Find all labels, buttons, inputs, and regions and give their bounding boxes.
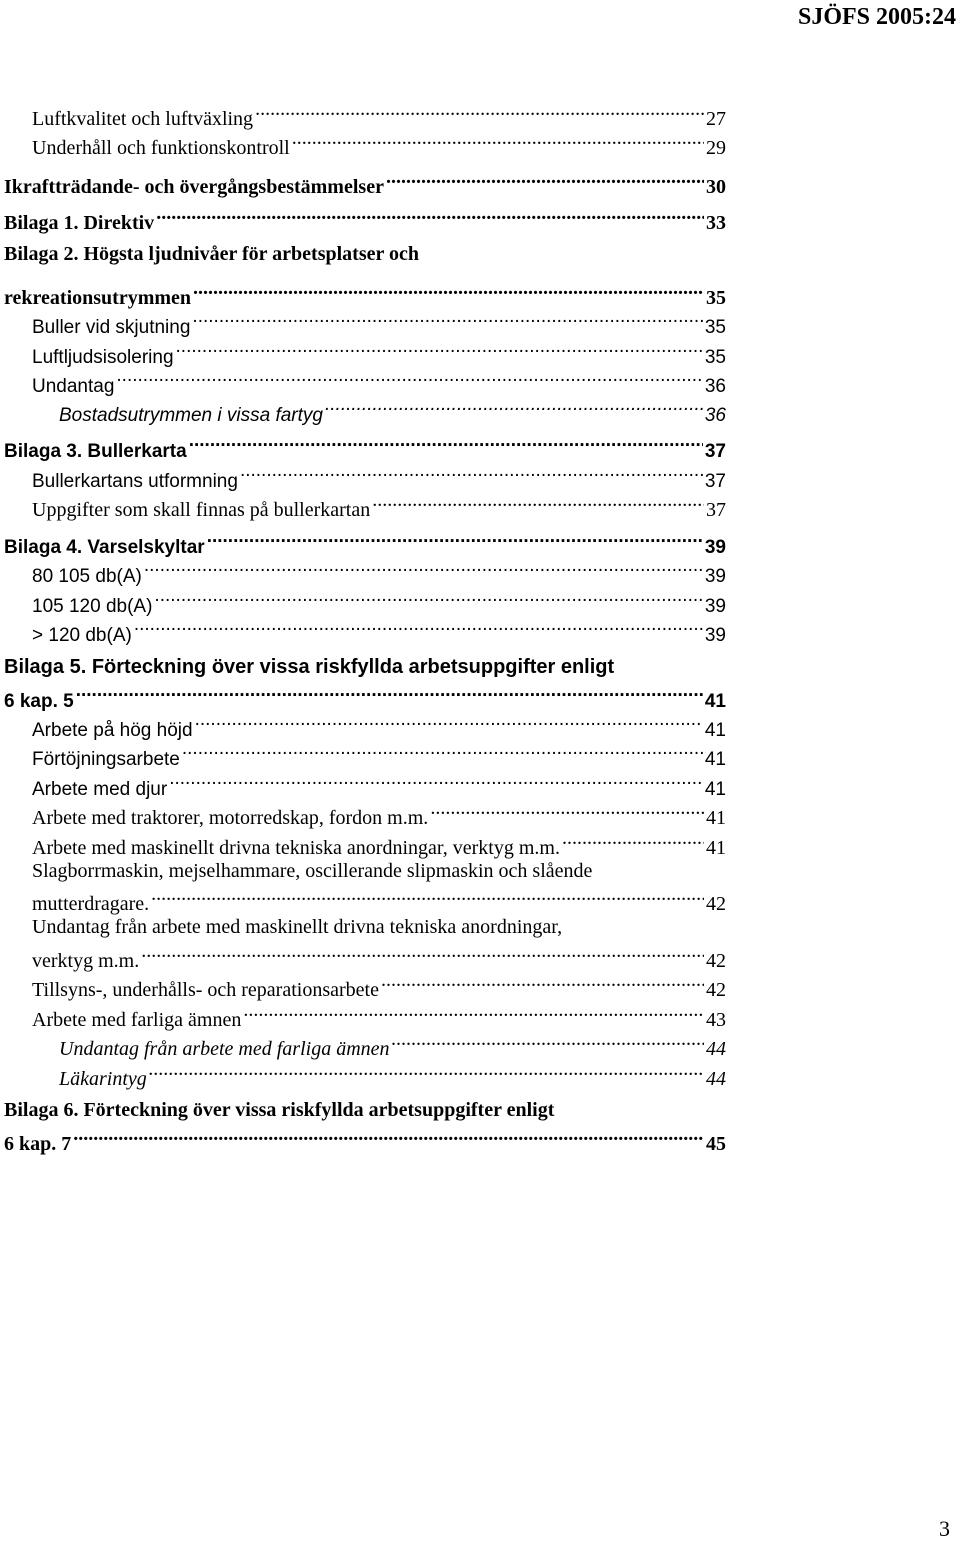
toc-entry-page: 41: [704, 749, 726, 770]
dot-leader: [149, 1061, 704, 1085]
toc-entry-title: Arbete med djur: [32, 779, 168, 800]
toc-entry-title: Arbete med maskinellt drivna tekniska anordningar, verktyg m.m.: [32, 837, 560, 859]
toc-entry-title: Arbete med farliga ämnen: [32, 1009, 242, 1031]
dot-leader: [134, 617, 703, 641]
dot-leader: [243, 1002, 704, 1026]
toc-entry-title: Tillsyns-, underhålls- och reparationsarbete: [32, 979, 379, 1001]
dot-leader: [189, 433, 703, 457]
toc-entry-title: verktyg m.m.: [32, 950, 140, 972]
toc-entry-page: 35: [706, 287, 726, 309]
dot-leader: [381, 972, 704, 996]
toc-entry-title[interactable]: Bilaga 5. Förteckning över vissa riskfyllda arbetsuppgifter enligt: [4, 656, 615, 678]
dot-leader: [176, 339, 703, 363]
toc-entry-page: 35: [704, 347, 726, 368]
dot-leader: [325, 397, 703, 421]
toc-entry[interactable]: [32, 130, 726, 160]
toc-entry-title: mutterdragare.: [32, 893, 150, 915]
toc-entry-title: Luftljudsisolering: [32, 347, 174, 368]
dot-leader: [195, 712, 703, 736]
toc-entry-page: 35: [704, 317, 726, 338]
toc-entry-title: Arbete på hög höjd: [32, 720, 193, 741]
dot-leader: [240, 463, 703, 487]
toc-entry-title[interactable]: Bilaga 2. Högsta ljudnivåer för arbetsplatser och: [4, 243, 419, 265]
toc-entry-page: 42: [706, 950, 726, 972]
page-number: 3: [939, 1516, 950, 1541]
dot-leader: [392, 1031, 704, 1055]
toc-entry-title: 105 120 db(A): [32, 596, 153, 617]
toc-entry[interactable]: [32, 830, 726, 860]
toc-entry[interactable]: [4, 683, 726, 714]
toc-entry-page: 42: [706, 893, 726, 915]
dot-leader: [141, 943, 704, 967]
toc-entry[interactable]: [59, 397, 726, 428]
dot-leader: [207, 529, 703, 553]
dot-leader: [562, 830, 704, 854]
toc-entry[interactable]: [4, 1126, 726, 1156]
toc-entry[interactable]: [4, 433, 726, 464]
toc-entry-title: Bilaga 3. Bullerkarta: [4, 441, 187, 462]
toc-entry-title: Bilaga 4. Varselskyltar: [4, 537, 205, 558]
toc-entry-page: 41: [704, 720, 726, 741]
toc-entry-page: 41: [706, 837, 726, 859]
toc-entry-page: 39: [704, 537, 726, 558]
toc-entry-page: 41: [706, 807, 726, 829]
dot-leader: [292, 130, 704, 154]
dot-leader: [372, 492, 704, 516]
dot-leader: [116, 368, 702, 392]
toc-entry[interactable]: [4, 529, 726, 560]
toc-entry[interactable]: [32, 886, 726, 916]
toc-entry[interactable]: [32, 771, 726, 802]
toc-entry-title: Underhåll och funktionskontroll: [32, 137, 290, 159]
dot-leader: [154, 588, 702, 612]
toc-entry-title: Bostadsutrymmen i vissa fartyg: [59, 405, 323, 426]
toc-entry[interactable]: [32, 800, 726, 830]
dot-leader: [151, 886, 704, 910]
toc-entry-page: 39: [704, 625, 726, 646]
toc-entry-title[interactable]: Slagborrmaskin, mejselhammare, oscillerande slipmaskin och slående: [32, 860, 593, 882]
toc-entry-page: 43: [706, 1009, 726, 1031]
toc-entry-page: 33: [706, 212, 726, 234]
dot-leader: [430, 800, 704, 824]
toc-entry-title[interactable]: Bilaga 6. Förteckning över vissa riskfyllda arbetsuppgifter enligt: [4, 1099, 555, 1121]
toc-entry[interactable]: [32, 558, 726, 589]
toc-entry-title: Luftkvalitet och luftväxling: [32, 108, 254, 130]
toc-entry[interactable]: [32, 101, 726, 131]
toc-entry-page: 39: [704, 566, 726, 587]
toc-entry[interactable]: [59, 1031, 726, 1061]
toc-entry-page: 29: [706, 137, 726, 159]
toc-entry[interactable]: [59, 1061, 726, 1091]
dot-leader: [169, 771, 703, 795]
toc-entry[interactable]: [4, 280, 726, 310]
toc-entry-title: rekreationsutrymmen: [4, 287, 192, 309]
toc-entry[interactable]: [32, 972, 726, 1002]
toc-entry-title: Bilaga 1. Direktiv: [4, 212, 155, 234]
dot-leader: [386, 169, 704, 193]
toc-entry-page: 36: [704, 376, 726, 397]
toc-entry[interactable]: [4, 205, 726, 235]
toc-entry-page: 45: [706, 1133, 726, 1155]
dot-leader: [156, 205, 704, 229]
dot-leader: [144, 558, 703, 582]
dot-leader: [182, 741, 703, 765]
toc-entry[interactable]: [32, 463, 726, 494]
toc-entry-title: 6 kap. 5: [4, 691, 74, 712]
toc-entry-title: > 120 db(A): [32, 625, 132, 646]
toc-entry[interactable]: [32, 617, 726, 648]
toc-entry-page: 37: [704, 441, 726, 462]
toc-entry-title: Buller vid skjutning: [32, 317, 191, 338]
toc-entry-title: 80 105 db(A): [32, 566, 142, 587]
toc-entry-title[interactable]: Undantag från arbete med maskinellt drivna tekniska anordningar,: [32, 916, 563, 938]
toc-entry[interactable]: [32, 712, 726, 743]
toc-entry[interactable]: [32, 1002, 726, 1032]
dot-leader: [193, 280, 704, 304]
toc-entry-page: 44: [706, 1068, 726, 1090]
toc-entry-title: Uppgifter som skall finnas på bullerkartan: [32, 499, 371, 521]
toc-entry-title: Förtöjningsarbete: [32, 749, 180, 770]
toc-entry-title: Läkarintyg: [59, 1068, 147, 1090]
toc-entry-page: 41: [704, 779, 726, 800]
toc-entry-title: 6 kap. 7: [4, 1133, 72, 1155]
toc-entry-title: Arbete med traktorer, motorredskap, fordon m.m.: [32, 807, 429, 829]
toc-entry-page: 42: [706, 979, 726, 1001]
toc-entry-page: 30: [706, 176, 726, 198]
toc-entry-title: Ikraftträdande- och övergångsbestämmelser: [4, 176, 384, 198]
dot-leader: [192, 309, 702, 333]
toc-entry[interactable]: [4, 169, 726, 199]
toc-entry[interactable]: [32, 943, 726, 973]
toc-entry-page: 41: [704, 691, 726, 712]
toc-entry[interactable]: [32, 368, 726, 399]
document-code: SJÖFS 2005:24: [797, 4, 956, 30]
dot-leader: [76, 683, 703, 707]
toc-entry-page: 37: [704, 471, 726, 492]
toc-entry[interactable]: [32, 339, 726, 370]
toc-entry-title: Undantag från arbete med farliga ämnen: [59, 1038, 390, 1060]
dot-leader: [255, 101, 704, 125]
toc-entry[interactable]: [32, 588, 726, 619]
toc-entry-title: Bullerkartans utformning: [32, 471, 238, 492]
toc-entry[interactable]: [32, 741, 726, 772]
toc-entry-page: 44: [706, 1038, 726, 1060]
toc-entry-page: 39: [704, 596, 726, 617]
toc-entry-page: 27: [706, 108, 726, 130]
toc-entry-title: Undantag: [32, 376, 115, 397]
toc-entry[interactable]: [32, 309, 726, 340]
toc-entry[interactable]: [32, 492, 726, 522]
toc-entry-page: 36: [704, 405, 726, 426]
toc-entry-page: 37: [706, 499, 726, 521]
dot-leader: [73, 1126, 704, 1150]
